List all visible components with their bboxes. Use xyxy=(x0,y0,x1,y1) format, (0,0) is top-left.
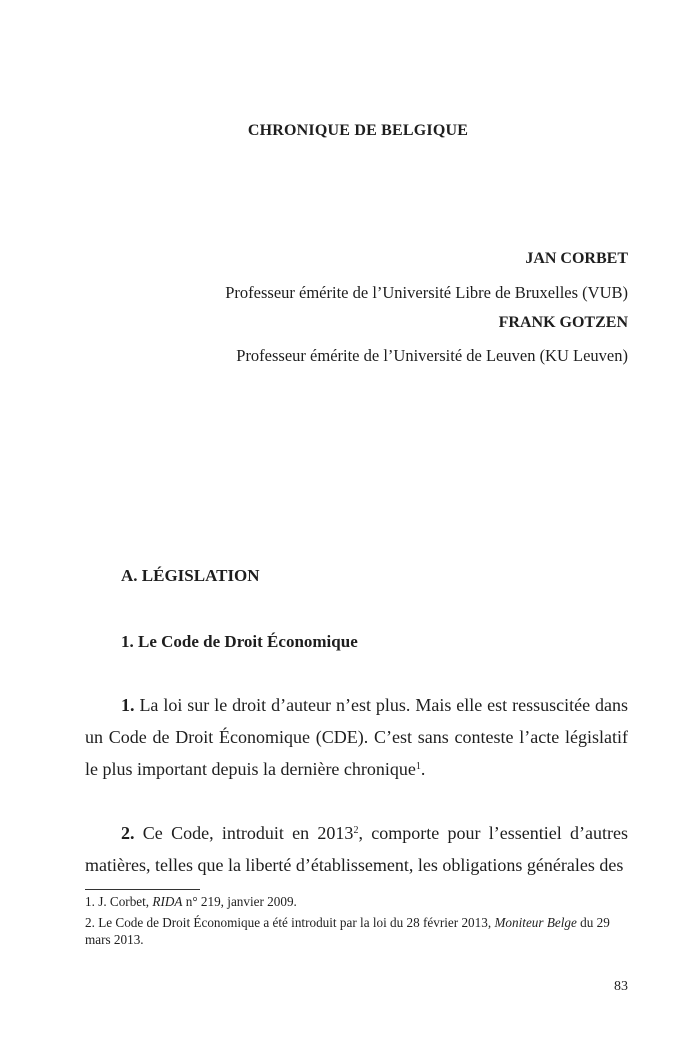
paragraph-1-text: La loi sur le droit d’auteur n’est plus. Mais elle est ressuscitée dans un Code de Droit Économique (CDE). C’est sans conteste l’acte législatif le plus important depuis la dernière chronique xyxy=(85,695,629,779)
footnote-2-italic: Moniteur Belge xyxy=(494,915,577,930)
paragraph-1-number: 1. xyxy=(121,695,135,715)
page-number: 83 xyxy=(614,979,628,994)
author-name-gotzen: FRANK GOTZEN xyxy=(498,314,628,331)
paragraph-2-number: 2. xyxy=(121,823,135,843)
paragraph-2 xyxy=(85,817,628,881)
chronicle-title: CHRONIQUE DE BELGIQUE xyxy=(247,122,469,139)
author-affiliation-corbet: Professeur émérite de l’Université Libre de Bruxelles (VUB) xyxy=(225,283,628,302)
footnote-1-italic: RIDA xyxy=(152,894,183,909)
paragraph-1-end: . xyxy=(420,759,426,779)
subsection-heading: 1. Le Code de Droit Économique xyxy=(121,632,358,651)
footnote-2-number: 2. xyxy=(85,915,95,930)
footnote-1 xyxy=(85,893,630,910)
paragraph-1 xyxy=(85,689,628,785)
footnote-separator xyxy=(85,889,200,890)
footnote-1-text: J. Corbet, xyxy=(98,894,153,909)
author-name-corbet: JAN CORBET xyxy=(525,250,628,267)
footnote-2 xyxy=(85,914,630,948)
author-affiliation-gotzen: Professeur émérite de l’Université de Leuven (KU Leuven) xyxy=(236,346,628,365)
footnote-2-text: Le Code de Droit Économique a été introduit par la loi du 28 février 2013, xyxy=(98,915,495,930)
footnote-1-number: 1. xyxy=(85,894,95,909)
footnote-ref-2[interactable]: 2 xyxy=(353,825,359,836)
footnote-1-end: n° 219, janvier 2009. xyxy=(182,894,297,909)
paragraph-2-text-rest: , comporte pour l’essentiel d’autres matières, telles que la liberté d’établissement, les obligations générales des xyxy=(85,823,629,875)
footnote-ref-1[interactable]: 1 xyxy=(415,761,421,772)
section-heading: A. LÉGISLATION xyxy=(121,566,260,585)
paragraph-2-text-start: Ce Code, introduit en 2013 xyxy=(142,823,354,843)
footnote-2-end: du 29 mars 2013. xyxy=(85,915,610,947)
